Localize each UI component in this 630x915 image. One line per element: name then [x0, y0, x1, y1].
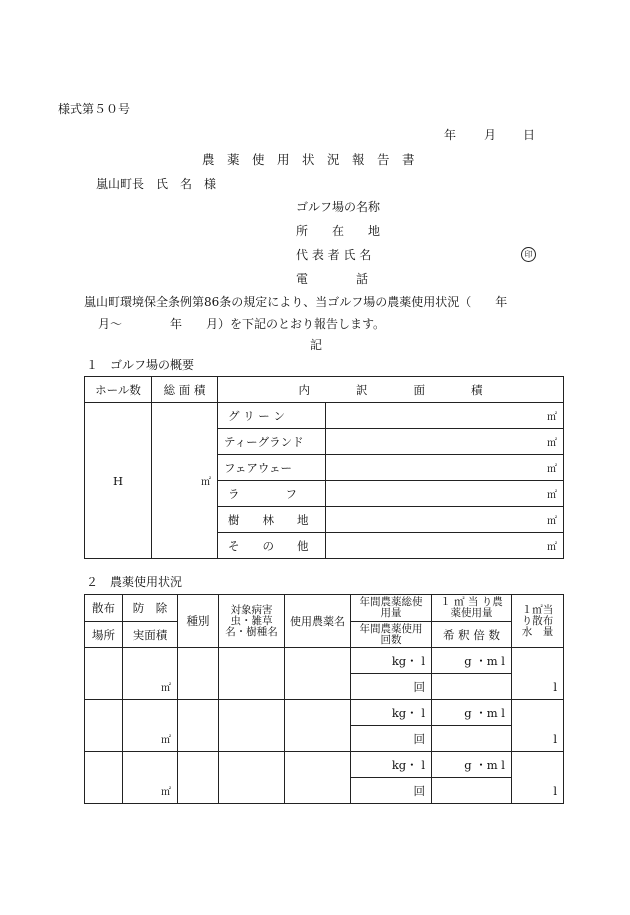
area-unit: ㎡: [547, 542, 557, 553]
area-label-woods: 樹 林 地: [218, 507, 326, 533]
row3-annual-count: 回: [351, 778, 432, 804]
body-text-line1: 嵐山町環境保全条例第86条の規定により、当ゴルフ場の農薬使用状況（ 年: [84, 295, 508, 309]
row2-dilution: [432, 726, 512, 752]
area-unit: ㎡: [161, 787, 171, 798]
area-label-green: グ リ ー ン: [218, 403, 326, 429]
row1-spray-water: l: [512, 648, 564, 700]
area-value-rough: [326, 481, 564, 507]
row3-dilution: [432, 778, 512, 804]
area-value-teeground: [326, 429, 564, 455]
header-spray-place-top: 散布: [85, 595, 123, 622]
area-label-other: そ の 他: [218, 533, 326, 559]
header-control-area-top: 防 除: [123, 595, 178, 622]
row1-dilution: [432, 674, 512, 700]
header-control-area-bottom: 実面積: [123, 622, 178, 648]
location-label: 所 在 地: [296, 224, 381, 238]
header-total-area: 総 面 積: [152, 377, 218, 403]
header-type: 種別: [178, 595, 219, 648]
row3-spray-place: [85, 752, 123, 804]
row3-pesticide: [285, 752, 351, 804]
area-label-fairway: フェアウェー: [218, 455, 326, 481]
form-number: 様式第５０号: [58, 102, 131, 116]
header-spray-place-bottom: 場所: [85, 622, 123, 648]
area-value-woods: [326, 507, 564, 533]
row3-annual-total: kg・ l: [351, 752, 432, 778]
area-value-fairway: [326, 455, 564, 481]
header-holes: ホール数: [85, 377, 152, 403]
area-label-teeground: ティーグランド: [218, 429, 326, 455]
row1-pesticide: [285, 648, 351, 700]
row2-control-area: [123, 700, 178, 752]
section2-heading: ２ 農薬使用状況: [86, 575, 183, 589]
row2-spray-water: l: [512, 700, 564, 752]
row2-pesticide: [285, 700, 351, 752]
golf-course-name-label: ゴルフ場の名称: [296, 200, 381, 214]
row2-annual-count: 回: [351, 726, 432, 752]
area-unit: ㎡: [547, 412, 557, 423]
row2-per-sqm-usage: g ・m l: [432, 700, 512, 726]
row1-per-sqm-usage: g ・m l: [432, 648, 512, 674]
area-unit: ㎡: [547, 438, 557, 449]
pesticide-usage-table: [84, 594, 564, 804]
row2-type: [178, 700, 219, 752]
holes-unit: H: [112, 473, 124, 488]
total-area-unit: ㎡: [201, 477, 211, 488]
header-annual-total: 年間農薬総使用量: [351, 595, 432, 622]
header-pesticide-name: 使用農薬名: [285, 595, 351, 648]
area-unit: ㎡: [161, 735, 171, 746]
date-year: 年: [444, 128, 457, 142]
header-target: 対象病害虫・雑草名・樹種名: [219, 595, 285, 648]
date-month: 月: [484, 128, 497, 142]
row2-annual-total: kg・ l: [351, 700, 432, 726]
seal-icon: 印: [521, 247, 536, 262]
addressee: 嵐山町長 氏 名 様: [96, 177, 217, 191]
header-dilution: 希 釈 倍 数: [432, 622, 512, 648]
header-per-sqm-usage: １ ㎡ 当 り農薬使用量: [432, 595, 512, 622]
body-text-line2: 月～ 年 月）を下記のとおり報告します。: [98, 317, 386, 331]
ki-label: 記: [310, 338, 323, 352]
area-unit: ㎡: [161, 683, 171, 694]
row1-spray-place: [85, 648, 123, 700]
area-value-other: [326, 533, 564, 559]
row2-target: [219, 700, 285, 752]
date-day: 日: [523, 128, 536, 142]
seal-mark: [521, 246, 536, 262]
header-annual-count: 年間農薬使用回数: [351, 622, 432, 648]
row1-type: [178, 648, 219, 700]
area-unit: ㎡: [547, 490, 557, 501]
row3-per-sqm-usage: g ・m l: [432, 752, 512, 778]
row1-control-area: [123, 648, 178, 700]
area-label-rough: ラ フ: [218, 481, 326, 507]
row1-target: [219, 648, 285, 700]
area-value-green: [326, 403, 564, 429]
row2-spray-place: [85, 700, 123, 752]
header-breakdown: 内 訳 面 積: [218, 377, 564, 403]
header-spray-water: １㎡当り散布水 量: [512, 595, 564, 648]
section1-heading: １ ゴルフ場の概要: [86, 358, 195, 372]
phone-label: 電 話: [296, 272, 369, 286]
document-title: 農 薬 使 用 状 況 報 告 書: [202, 152, 415, 167]
row1-annual-count: 回: [351, 674, 432, 700]
row3-spray-water: l: [512, 752, 564, 804]
area-unit: ㎡: [547, 516, 557, 527]
total-area-cell: [152, 403, 218, 559]
row3-target: [219, 752, 285, 804]
row3-control-area: [123, 752, 178, 804]
row1-annual-total: kg・ l: [351, 648, 432, 674]
row3-type: [178, 752, 219, 804]
area-unit: ㎡: [547, 464, 557, 475]
holes-cell: [85, 403, 152, 559]
golf-course-overview-table: [84, 376, 564, 559]
representative-label: 代 表 者 氏 名: [296, 248, 372, 262]
